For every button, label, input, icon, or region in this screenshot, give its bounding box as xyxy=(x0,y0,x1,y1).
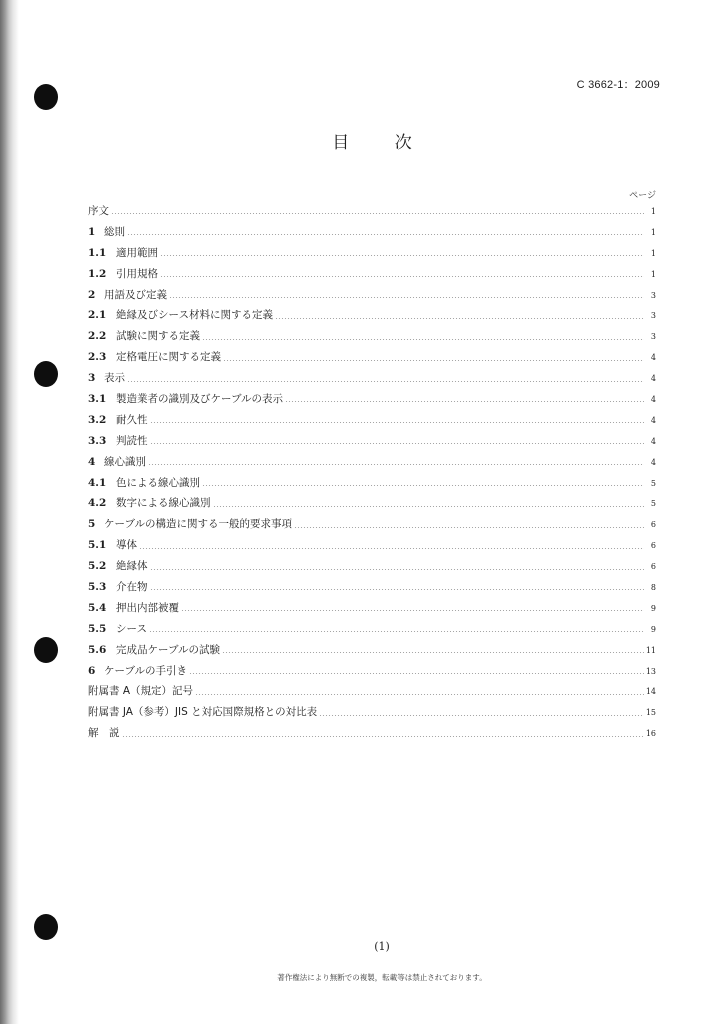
toc-entry-label: 附属書 JA（参考）JIS と対応国際規格との対比表 xyxy=(88,706,318,719)
toc-entry xyxy=(88,368,656,389)
toc-entry xyxy=(88,201,656,222)
toc-entry-number: 1.1 xyxy=(88,246,107,259)
toc-entry xyxy=(88,410,656,431)
toc-entry-label: 導体 xyxy=(116,539,137,552)
toc-entry-page: 4 xyxy=(650,395,656,405)
toc-entry-page: 16 xyxy=(645,729,656,739)
toc-entry xyxy=(88,493,656,514)
punch-hole-3 xyxy=(34,637,58,663)
toc-entry xyxy=(88,264,656,285)
toc-entry-number: 5.4 xyxy=(88,601,107,614)
toc-entry-label: 定格電圧に関する定義 xyxy=(116,351,221,364)
toc-entry xyxy=(88,326,656,347)
toc-entry xyxy=(88,577,656,598)
toc-entry-label: 総則 xyxy=(104,225,125,238)
toc-entry-number: 3.2 xyxy=(88,413,107,426)
toc-entry-label: ケーブルの手引き xyxy=(104,664,188,677)
toc-entry xyxy=(88,285,656,306)
table-of-contents xyxy=(88,201,656,744)
toc-entry-page: 13 xyxy=(645,666,656,676)
toc-entry-label: 判読性 xyxy=(116,434,148,447)
dot-leader xyxy=(149,631,644,632)
toc-entry-number: 2.1 xyxy=(88,309,107,322)
toc-entry xyxy=(88,661,656,682)
toc-entry-label: 用語及び定義 xyxy=(104,288,167,301)
dot-leader xyxy=(275,318,644,319)
dot-leader xyxy=(189,673,644,674)
toc-entry-number: 4.1 xyxy=(88,476,107,489)
toc-entry xyxy=(88,681,656,702)
toc-entry xyxy=(88,452,656,473)
toc-entry-page: 11 xyxy=(645,645,656,655)
toc-entry xyxy=(88,222,656,243)
toc-entry xyxy=(88,389,656,410)
toc-entry-label: 耐久性 xyxy=(116,413,148,426)
toc-entry-page: 9 xyxy=(650,624,656,634)
dot-leader xyxy=(122,736,644,737)
toc-entry-label: 絶縁体 xyxy=(116,560,148,573)
toc-entry xyxy=(88,619,656,640)
toc-entry xyxy=(88,243,656,264)
punch-hole-4 xyxy=(34,914,58,940)
dot-leader xyxy=(319,715,644,716)
toc-entry-page: 4 xyxy=(650,436,656,446)
toc-entry-label: 解 説 xyxy=(88,727,120,740)
dot-leader xyxy=(181,610,644,611)
toc-entry xyxy=(88,473,656,494)
toc-entry-page: 1 xyxy=(650,248,656,258)
punch-hole-1 xyxy=(34,84,58,110)
dot-leader xyxy=(150,443,645,444)
dot-leader xyxy=(223,360,644,361)
toc-entry-number: 5.1 xyxy=(88,539,107,552)
page-column-label: ページ xyxy=(629,191,656,201)
copyright-notice: 著作権法により無断での複製，転載等は禁止されております。 xyxy=(277,973,487,982)
toc-entry-number: 5.2 xyxy=(88,560,107,573)
toc-entry-page: 3 xyxy=(650,332,656,342)
toc-entry-number: 4 xyxy=(88,455,96,468)
toc-entry-page: 3 xyxy=(650,290,656,300)
toc-entry xyxy=(88,535,656,556)
toc-entry-label: 押出内部被覆 xyxy=(116,601,179,614)
toc-entry-page: 6 xyxy=(650,520,656,530)
dot-leader xyxy=(127,381,644,382)
toc-entry-page: 3 xyxy=(650,311,656,321)
toc-entry xyxy=(88,723,656,744)
toc-entry-label: シース xyxy=(116,622,147,635)
toc-entry-number: 1 xyxy=(88,225,96,238)
toc-entry-label: ケーブルの構造に関する一般的要求事項 xyxy=(104,518,293,531)
toc-entry-label: 序文 xyxy=(88,205,109,217)
dot-leader xyxy=(150,589,645,590)
toc-entry-label: 完成品ケーブルの試験 xyxy=(116,643,221,656)
toc-entry-page: 4 xyxy=(650,415,656,425)
toc-entry-number: 5.3 xyxy=(88,581,107,594)
toc-entry-label: 引用規格 xyxy=(116,267,158,280)
toc-entry-page: 5 xyxy=(650,478,656,488)
document-code: C 3662-1：2009 xyxy=(576,79,660,91)
dot-leader xyxy=(160,255,644,256)
toc-entry-label: 附属書 A（規定）記号 xyxy=(88,685,194,698)
toc-entry xyxy=(88,514,656,535)
dot-leader xyxy=(222,652,644,653)
toc-entry-number: 5 xyxy=(88,518,96,531)
toc-entry-number: 2.3 xyxy=(88,351,107,364)
toc-entry-label: 絶縁及びシース材料に関する定義 xyxy=(116,309,273,322)
dot-leader xyxy=(202,485,644,486)
dot-leader xyxy=(127,234,644,235)
binding-edge xyxy=(0,0,20,1024)
toc-entry-number: 6 xyxy=(88,664,96,677)
toc-entry-number: 3.1 xyxy=(88,393,107,406)
toc-entry-page: 1 xyxy=(650,227,656,237)
toc-entry-number: 4.2 xyxy=(88,497,107,510)
toc-entry-page: 1 xyxy=(650,207,656,216)
dot-leader xyxy=(150,569,645,570)
toc-entry-number: 5.6 xyxy=(88,643,107,656)
toc-entry-label: 色による線心識別 xyxy=(116,476,200,489)
dot-leader xyxy=(139,548,644,549)
toc-entry xyxy=(88,431,656,452)
toc-entry-page: 15 xyxy=(645,708,656,718)
dot-leader xyxy=(169,297,644,298)
toc-entry-page: 8 xyxy=(650,583,656,593)
toc-entry-page: 4 xyxy=(650,374,656,384)
toc-entry-number: 1.2 xyxy=(88,267,107,280)
toc-entry-label: 数字による線心識別 xyxy=(116,497,211,510)
toc-entry-page: 1 xyxy=(650,269,656,279)
toc-entry-label: 線心識別 xyxy=(104,455,146,468)
toc-entry xyxy=(88,702,656,723)
toc-entry-page: 4 xyxy=(650,457,656,467)
page-title: 目 次 xyxy=(332,133,432,153)
toc-entry-number: 5.5 xyxy=(88,622,107,635)
dot-leader xyxy=(195,694,644,695)
toc-entry-page: 5 xyxy=(650,499,656,509)
toc-entry-number: 3.3 xyxy=(88,434,107,447)
toc-entry xyxy=(88,347,656,368)
toc-entry-page: 14 xyxy=(645,687,656,697)
page-number: (1) xyxy=(374,940,390,953)
toc-entry-label: 介在物 xyxy=(116,581,148,594)
toc-entry-number: 2.2 xyxy=(88,330,107,343)
dot-leader xyxy=(285,401,644,402)
toc-entry-page: 6 xyxy=(650,541,656,551)
dot-leader xyxy=(160,276,644,277)
toc-entry-label: 試験に関する定義 xyxy=(116,330,200,343)
toc-entry-page: 4 xyxy=(650,353,656,363)
toc-entry-number: 3 xyxy=(88,372,96,385)
dot-leader xyxy=(111,213,644,214)
toc-entry-page: 6 xyxy=(650,562,656,572)
punch-hole-2 xyxy=(34,361,58,387)
dot-leader xyxy=(150,422,645,423)
toc-entry xyxy=(88,305,656,326)
toc-entry xyxy=(88,640,656,661)
dot-leader xyxy=(202,339,644,340)
toc-entry xyxy=(88,556,656,577)
dot-leader xyxy=(294,527,644,528)
toc-entry-label: 表示 xyxy=(104,372,125,385)
toc-entry-number: 2 xyxy=(88,288,96,301)
toc-entry-page: 9 xyxy=(650,603,656,613)
toc-entry xyxy=(88,598,656,619)
toc-entry-label: 製造業者の識別及びケーブルの表示 xyxy=(116,393,284,406)
toc-entry-label: 適用範囲 xyxy=(116,246,158,259)
dot-leader xyxy=(148,464,644,465)
dot-leader xyxy=(213,506,645,507)
